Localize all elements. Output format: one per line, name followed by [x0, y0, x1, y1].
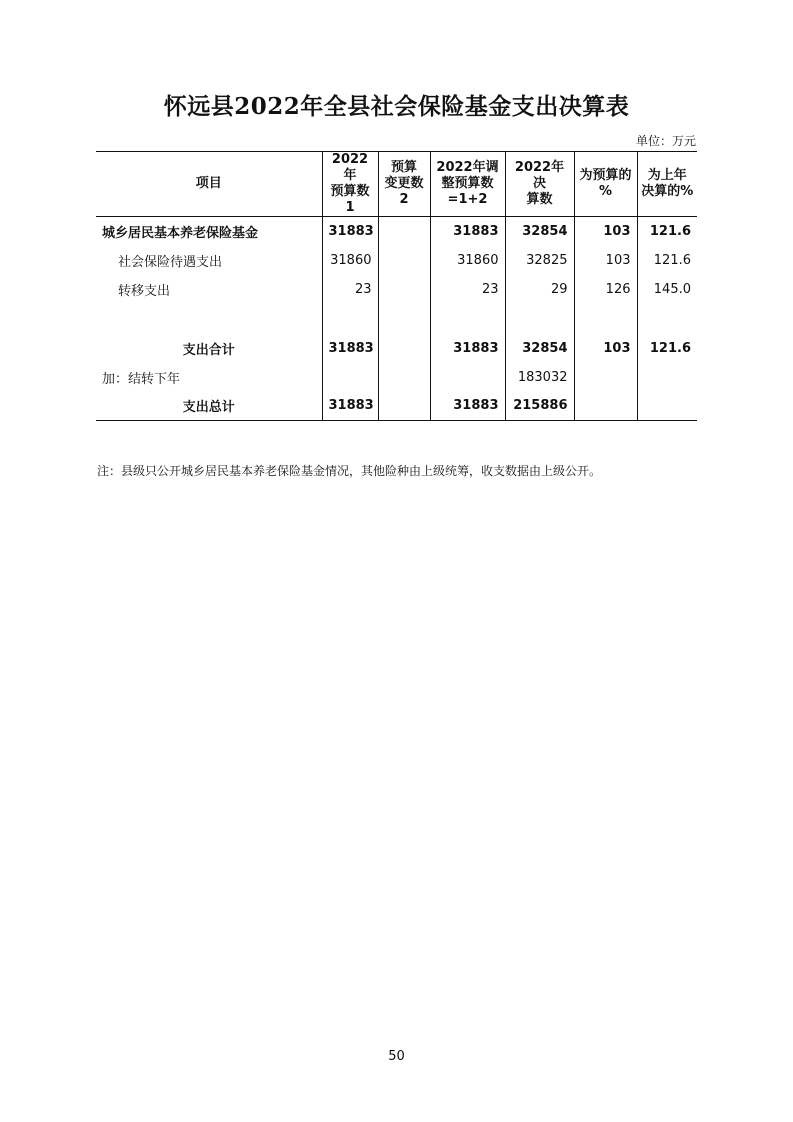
- row-pct-last-year: 121.6: [637, 246, 697, 275]
- row-pct-last-year: 145.0: [637, 275, 697, 304]
- row-pct-last-year: [637, 304, 697, 334]
- row-pct-last-year: [637, 363, 697, 392]
- row-final: 183032: [505, 363, 574, 392]
- row-pct-budget: 103: [574, 246, 637, 275]
- header-budget: 2022年 预算数 1: [322, 152, 378, 217]
- row-change: [378, 304, 430, 334]
- row-item: 支出总计: [96, 392, 322, 421]
- row-adjusted: [430, 363, 505, 392]
- row-adjusted: 31860: [430, 246, 505, 275]
- row-adjusted: 31883: [430, 334, 505, 363]
- row-change: [378, 275, 430, 304]
- table-row: [96, 363, 697, 392]
- page-number: 50: [388, 1049, 405, 1064]
- row-budget: [322, 304, 378, 334]
- row-item: 加：结转下年: [102, 371, 181, 387]
- row-pct-last-year: 121.6: [637, 334, 697, 363]
- table-row-subtotal: [96, 334, 697, 363]
- row-adjusted: 23: [430, 275, 505, 304]
- row-budget: 31883: [322, 217, 378, 246]
- row-budget: 31860: [322, 246, 378, 275]
- row-pct-budget: [574, 304, 637, 334]
- row-budget: 31883: [322, 334, 378, 363]
- row-final: 215886: [505, 392, 574, 421]
- header-change: 预算 变更数 2: [378, 152, 430, 217]
- row-item: 社会保险待遇支出: [118, 254, 223, 270]
- row-budget: 23: [322, 275, 378, 304]
- unit-label: 单位：万元: [635, 134, 696, 148]
- row-final: 29: [505, 275, 574, 304]
- row-pct-budget: 103: [574, 334, 637, 363]
- header-adjusted: 2022年调 整预算数 =1+2: [430, 152, 505, 217]
- row-budget: 31883: [322, 392, 378, 421]
- row-pct-budget: [574, 392, 637, 421]
- row-change: [378, 334, 430, 363]
- row-budget: [322, 363, 378, 392]
- row-change: [378, 392, 430, 421]
- footnote: 注：县级只公开城乡居民基本养老保险基金情况，其他险种由上级统筹，收支数据由上级公开。: [97, 464, 602, 478]
- table-header-row: [96, 152, 697, 217]
- table-row: [96, 275, 697, 304]
- row-item: 支出合计: [182, 342, 235, 358]
- table-row: [96, 217, 697, 246]
- header-item: 项目: [96, 152, 322, 217]
- table-row: [96, 304, 697, 334]
- row-final: [505, 304, 574, 334]
- table-row: [96, 246, 697, 275]
- row-change: [378, 363, 430, 392]
- expenditure-table: [96, 151, 697, 421]
- row-item: 转移支出: [118, 283, 171, 299]
- row-pct-budget: 126: [574, 275, 637, 304]
- header-pct-last-year: 为上年 决算的%: [637, 152, 697, 217]
- row-final: 32854: [505, 334, 574, 363]
- row-pct-budget: [574, 363, 637, 392]
- page-title: 怀远县2022年全县社会保险基金支出决算表: [163, 93, 630, 120]
- row-item: 城乡居民基本养老保险基金: [102, 225, 259, 241]
- row-change: [378, 246, 430, 275]
- header-pct-budget: 为预算的 %: [574, 152, 637, 217]
- row-pct-last-year: [637, 392, 697, 421]
- row-final: 32825: [505, 246, 574, 275]
- row-adjusted: 31883: [430, 392, 505, 421]
- row-pct-budget: 103: [574, 217, 637, 246]
- row-change: [378, 217, 430, 246]
- row-item: [96, 304, 322, 334]
- header-final: 2022年决 算数: [505, 152, 574, 217]
- row-adjusted: [430, 304, 505, 334]
- row-final: 32854: [505, 217, 574, 246]
- row-adjusted: 31883: [430, 217, 505, 246]
- row-pct-last-year: 121.6: [637, 217, 697, 246]
- table-row-total: [96, 392, 697, 421]
